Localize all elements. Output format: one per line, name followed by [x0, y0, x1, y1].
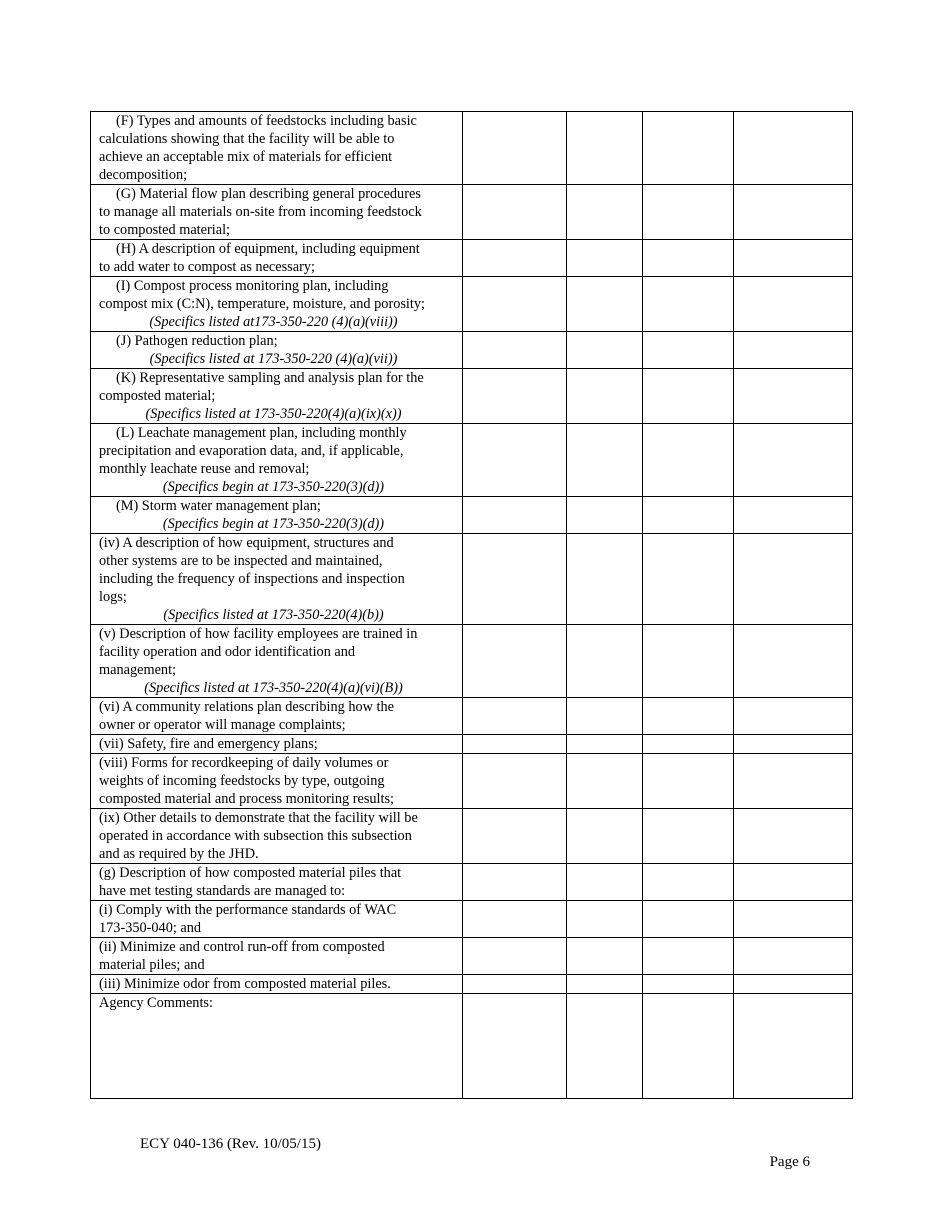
requirement-text: (I) Compost process monitoring plan, including: [116, 278, 389, 294]
blank-cell[interactable]: [643, 112, 734, 185]
requirement-cell: [91, 975, 463, 994]
blank-cell[interactable]: [567, 975, 643, 994]
blank-cell[interactable]: [463, 112, 567, 185]
checklist-row: [91, 497, 853, 534]
specifics-reference: (Specifics begin at 173-350-220(3)(d)): [162, 516, 385, 532]
blank-cell[interactable]: [567, 754, 643, 809]
requirement-text: (viii) Forms for recordkeeping of daily volumes or: [99, 755, 389, 771]
requirement-text: to manage all materials on-site from incoming feedstock: [99, 204, 422, 220]
blank-cell[interactable]: [643, 975, 734, 994]
requirement-text: other systems are to be inspected and maintained,: [99, 553, 383, 569]
requirement-text: to composted material;: [99, 222, 231, 238]
checklist-row: [91, 809, 853, 864]
requirement-text: (iv) A description of how equipment, structures and: [99, 535, 394, 551]
requirement-text: material piles; and: [99, 957, 205, 973]
blank-cell[interactable]: [463, 625, 567, 698]
page-number: Page 6: [769, 1154, 810, 1170]
requirement-text: management;: [99, 662, 177, 678]
requirement-cell: [91, 424, 463, 497]
requirement-text: (vi) A community relations plan describing how the: [99, 699, 395, 715]
blank-cell[interactable]: [567, 938, 643, 975]
checklist-table: [90, 111, 853, 1099]
requirement-cell: [91, 277, 463, 332]
blank-cell[interactable]: [567, 240, 643, 277]
agency-comments-label: Agency Comments:: [99, 995, 213, 1011]
blank-cell[interactable]: [463, 994, 567, 1099]
requirement-text: have met testing standards are managed to:: [99, 883, 346, 899]
requirement-text: owner or operator will manage complaints;: [99, 717, 346, 733]
blank-cell[interactable]: [463, 332, 567, 369]
blank-cell[interactable]: [463, 901, 567, 938]
blank-cell[interactable]: [463, 185, 567, 240]
blank-cell[interactable]: [643, 185, 734, 240]
blank-cell[interactable]: [567, 864, 643, 901]
requirement-text: (G) Material flow plan describing general procedures: [116, 186, 421, 202]
blank-cell[interactable]: [734, 277, 853, 332]
blank-cell[interactable]: [643, 240, 734, 277]
blank-cell[interactable]: [643, 369, 734, 424]
requirement-cell: [91, 332, 463, 369]
blank-cell[interactable]: [734, 994, 853, 1099]
blank-cell[interactable]: [734, 112, 853, 185]
blank-cell[interactable]: [734, 625, 853, 698]
requirement-text: (ix) Other details to demonstrate that the facility will be: [99, 810, 418, 826]
blank-cell[interactable]: [643, 809, 734, 864]
checklist-row: [91, 754, 853, 809]
blank-cell[interactable]: [567, 994, 643, 1099]
requirement-text: (g) Description of how composted material piles that: [99, 865, 402, 881]
checklist-row: [91, 864, 853, 901]
blank-cell[interactable]: [643, 497, 734, 534]
blank-cell[interactable]: [734, 754, 853, 809]
requirement-text: (L) Leachate management plan, including monthly: [116, 425, 407, 441]
checklist-row: [91, 975, 853, 994]
specifics-reference: (Specifics listed at 173-350-220 (4)(a)(vii)): [149, 351, 398, 367]
blank-cell[interactable]: [734, 424, 853, 497]
blank-cell[interactable]: [567, 534, 643, 625]
requirement-cell: [91, 754, 463, 809]
blank-cell[interactable]: [567, 369, 643, 424]
blank-cell[interactable]: [734, 240, 853, 277]
blank-cell[interactable]: [734, 497, 853, 534]
checklist-row: [91, 112, 853, 185]
checklist-row: [91, 698, 853, 735]
requirement-text: 173-350-040; and: [99, 920, 202, 936]
blank-cell[interactable]: [643, 994, 734, 1099]
blank-cell[interactable]: [567, 185, 643, 240]
blank-cell[interactable]: [463, 754, 567, 809]
blank-cell[interactable]: [567, 497, 643, 534]
checklist-row: [91, 534, 853, 625]
requirement-cell: [91, 809, 463, 864]
requirement-text: logs;: [99, 589, 127, 605]
blank-cell[interactable]: [734, 901, 853, 938]
blank-cell[interactable]: [567, 809, 643, 864]
blank-cell[interactable]: [734, 332, 853, 369]
agency-comments-row: [91, 994, 853, 1099]
requirement-cell: [91, 938, 463, 975]
checklist-row: [91, 277, 853, 332]
blank-cell[interactable]: [643, 735, 734, 754]
requirement-cell: [91, 864, 463, 901]
requirement-text: (i) Comply with the performance standards of WAC: [99, 902, 397, 918]
blank-cell[interactable]: [463, 277, 567, 332]
blank-cell[interactable]: [567, 112, 643, 185]
requirement-text: (H) A description of equipment, including equipment: [116, 241, 420, 257]
specifics-reference: (Specifics listed at 173-350-220(4)(a)(ix)(x)): [145, 406, 402, 422]
requirement-cell: [91, 625, 463, 698]
requirement-text: (ii) Minimize and control run-off from composted: [99, 939, 385, 955]
checklist-row: [91, 369, 853, 424]
requirement-text: (M) Storm water management plan;: [116, 498, 321, 514]
checklist-row: [91, 625, 853, 698]
blank-cell[interactable]: [643, 332, 734, 369]
checklist-row: [91, 332, 853, 369]
blank-cell[interactable]: [463, 938, 567, 975]
blank-cell[interactable]: [734, 185, 853, 240]
blank-cell[interactable]: [643, 754, 734, 809]
checklist-row: [91, 240, 853, 277]
requirement-text: achieve an acceptable mix of materials for efficient: [99, 149, 393, 165]
blank-cell[interactable]: [643, 864, 734, 901]
blank-cell[interactable]: [643, 938, 734, 975]
blank-cell[interactable]: [567, 901, 643, 938]
form-id-footer: ECY 040-136 (Rev. 10/05/15): [140, 1136, 321, 1152]
blank-cell[interactable]: [734, 369, 853, 424]
requirement-cell: [91, 369, 463, 424]
blank-cell[interactable]: [463, 424, 567, 497]
requirement-text: and as required by the JHD.: [99, 846, 259, 862]
specifics-reference: (Specifics listed at173-350-220 (4)(a)(viii)): [149, 314, 398, 330]
blank-cell[interactable]: [643, 277, 734, 332]
specifics-reference: (Specifics listed at 173-350-220(4)(a)(vi)(B)): [144, 680, 403, 696]
requirement-cell: [91, 534, 463, 625]
blank-cell[interactable]: [567, 735, 643, 754]
blank-cell[interactable]: [463, 369, 567, 424]
checklist-row: [91, 938, 853, 975]
requirement-cell: [91, 735, 463, 754]
blank-cell[interactable]: [643, 424, 734, 497]
blank-cell[interactable]: [463, 698, 567, 735]
requirement-cell: [91, 901, 463, 938]
blank-cell[interactable]: [463, 809, 567, 864]
requirement-cell: [91, 112, 463, 185]
requirement-text: monthly leachate reuse and removal;: [99, 461, 310, 477]
blank-cell[interactable]: [567, 424, 643, 497]
requirement-text: decomposition;: [99, 167, 188, 183]
requirement-text: (v) Description of how facility employees are trained in: [99, 626, 418, 642]
blank-cell[interactable]: [734, 534, 853, 625]
requirement-text: composted material and process monitoring results;: [99, 791, 395, 807]
requirement-text: weights of incoming feedstocks by type, outgoing: [99, 773, 385, 789]
blank-cell[interactable]: [463, 864, 567, 901]
requirement-cell: [91, 698, 463, 735]
requirement-text: (F) Types and amounts of feedstocks including basic: [116, 113, 417, 129]
blank-cell[interactable]: [734, 809, 853, 864]
requirement-text: facility operation and odor identification and: [99, 644, 356, 660]
checklist-row: [91, 735, 853, 754]
checklist-row: [91, 901, 853, 938]
requirement-cell: [91, 185, 463, 240]
requirement-text: calculations showing that the facility will be able to: [99, 131, 395, 147]
requirement-text: precipitation and evaporation data, and, if applicable,: [99, 443, 404, 459]
blank-cell[interactable]: [734, 975, 853, 994]
requirement-text: compost mix (C:N), temperature, moisture, and porosity;: [99, 296, 425, 312]
specifics-reference: (Specifics listed at 173-350-220(4)(b)): [163, 607, 384, 623]
blank-cell[interactable]: [463, 735, 567, 754]
requirement-text: (K) Representative sampling and analysis plan for the: [116, 370, 424, 386]
requirement-text: (J) Pathogen reduction plan;: [116, 333, 278, 349]
requirement-text: (iii) Minimize odor from composted material piles.: [99, 976, 391, 992]
blank-cell[interactable]: [734, 735, 853, 754]
blank-cell[interactable]: [734, 938, 853, 975]
requirement-text: to add water to compost as necessary;: [99, 259, 315, 275]
blank-cell[interactable]: [567, 698, 643, 735]
checklist-row: [91, 185, 853, 240]
blank-cell[interactable]: [567, 332, 643, 369]
agency-comments-cell[interactable]: [91, 994, 463, 1099]
checklist-row: [91, 424, 853, 497]
blank-cell[interactable]: [463, 497, 567, 534]
blank-cell[interactable]: [463, 534, 567, 625]
blank-cell[interactable]: [643, 901, 734, 938]
requirement-cell: [91, 240, 463, 277]
blank-cell[interactable]: [734, 698, 853, 735]
requirement-text: (vii) Safety, fire and emergency plans;: [99, 736, 318, 752]
blank-cell[interactable]: [463, 975, 567, 994]
blank-cell[interactable]: [463, 240, 567, 277]
requirement-cell: [91, 497, 463, 534]
blank-cell[interactable]: [643, 698, 734, 735]
blank-cell[interactable]: [567, 277, 643, 332]
requirement-text: composted material;: [99, 388, 216, 404]
blank-cell[interactable]: [643, 625, 734, 698]
requirement-text: operated in accordance with subsection this subsection: [99, 828, 412, 844]
blank-cell[interactable]: [734, 864, 853, 901]
specifics-reference: (Specifics begin at 173-350-220(3)(d)): [162, 479, 385, 495]
requirement-text: including the frequency of inspections and inspection: [99, 571, 405, 587]
blank-cell[interactable]: [643, 534, 734, 625]
blank-cell[interactable]: [567, 625, 643, 698]
